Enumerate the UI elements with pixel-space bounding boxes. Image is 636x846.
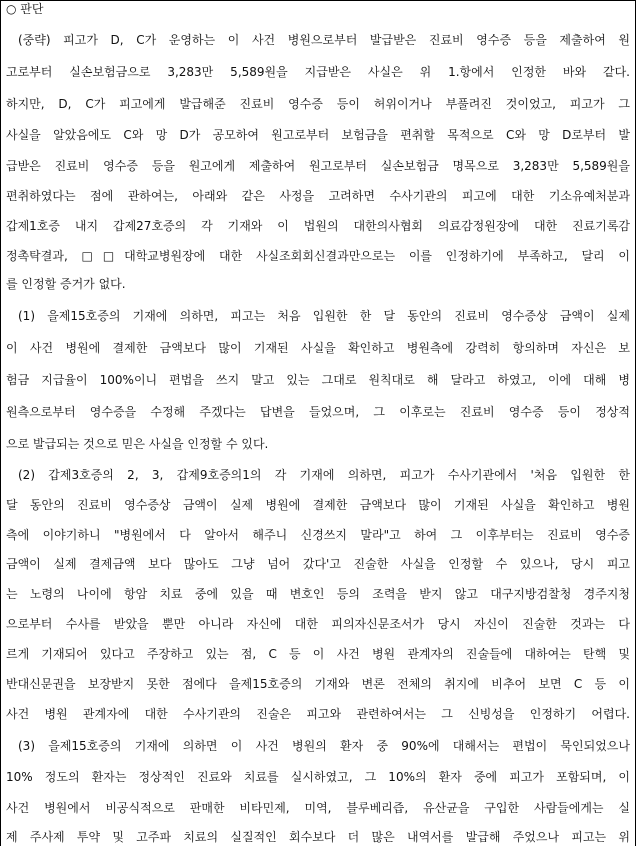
paragraph-line: 급받은 진료비 영수증 등을 원고에게 제출하여 원고로부터 실손보험금 명목으로 3,283만 5,589원을 xyxy=(6,159,630,173)
paragraph-line: 를 인정할 증거가 없다. xyxy=(6,277,126,291)
paragraph-line: 정촉탁결과, □□대학교병원장에 대한 사실조회회신결과만으로는 이를 인정하기에 부족하고, 달리 이 xyxy=(6,249,630,263)
paragraph-line: (2) 갑제3호증의 2, 3, 갑제9호증의1의 각 기재에 의하면, 피고가 수사기관에서 '처음 입원한 한 xyxy=(18,468,630,482)
paragraph-line: 측에 이야기하니 "병원에서 다 알아서 해주니 신경쓰지 말라"고 하여 그 이후부터는 진료비 영수증 xyxy=(6,528,630,542)
paragraph-line: 제 주사제 투약 및 고주파 치료의 실질적인 회수보다 더 많은 내역서를 발급해 주었으나 피고는 위 xyxy=(6,830,630,844)
paragraph-line: 달 동안의 진료비 영수증상 금액이 실제 병원에 결제한 금액보다 많이 기재된 사실을 확인하고 병원 xyxy=(6,498,630,512)
paragraph-line: 하지만, D, C가 피고에게 발급해준 진료비 영수증 등이 허위이거나 부풀려진 것이었고, 피고가 그 xyxy=(6,97,630,111)
paragraph-line: 르게 기재되어 있다고 주장하고 있는 점, C 등 이 사건 병원 관계자의 진술들에 대하여는 탄핵 및 xyxy=(6,647,630,661)
paragraph-line: 편취하였다는 점에 관하여는, 아래와 같은 사정을 고려하면 수사기관의 피고에 대한 기소유예처분과 xyxy=(6,189,630,203)
paragraph-line: 금액이 실제 결제금액 보다 많아도 그냥 넘어 갔다'고 진술한 사실을 인정할 수 있으나, 당시 피고 xyxy=(6,557,630,571)
paragraph-line: (1) 을제15호증의 기재에 의하면, 피고는 처음 입원한 한 달 동안의 진료비 영수증상 금액이 실제 xyxy=(18,309,630,323)
paragraph-line: 으로 발급되는 것으로 믿은 사실을 인정할 수 있다. xyxy=(6,437,269,451)
paragraph-line: 험금 지급율이 100%이니 편법을 쓰지 말고 있는 그대로 원칙대로 해 달라고 하였고, 이에 대해 병 xyxy=(6,373,630,387)
paragraph-line: 10% 정도의 환자는 정상적인 진료와 치료를 실시하였고, 그 10%의 환자 중에 피고가 포함되며, 이 xyxy=(6,770,630,784)
paragraph-line: 으로부터 수사를 받았을 뿐만 아니라 자신에 대한 피의자신문조서가 당시 자신이 진술한 것과는 다 xyxy=(6,617,630,631)
paragraph-line: (3) 을제15호증의 기재에 의하면 이 사건 병원의 환자 중 90%에 대해서는 편법이 묵인되었으나 xyxy=(18,739,630,753)
paragraph-line: 고로부터 실손보험금으로 3,283만 5,589원을 지급받은 사실은 위 1.항에서 인정한 바와 같다. xyxy=(6,65,630,79)
paragraph-line: 반대신문권을 보장받지 못한 점에다 을제15호증의 기재와 변론 전체의 취지에 비추어 보면 C 등 이 xyxy=(6,677,630,691)
paragraph-line: (중략) 피고가 D, C가 운영하는 이 사건 병원으로부터 발급받은 진료비 영수증 등을 제출하여 원 xyxy=(18,33,630,47)
paragraph-line: 는 노령의 나이에 항암 치료 중에 있을 때 변호인 등의 조력을 받지 않고 대구지방검찰청 경주지청 xyxy=(6,587,630,601)
section-heading: ○ 판단 xyxy=(6,2,44,16)
paragraph-line: 사건 병원에서 비공식적으로 판매한 비타민제, 미역, 블루베리즙, 유산균을 구입한 사람들에게는 실 xyxy=(6,801,630,815)
paragraph-line: 이 사건 병원에 결제한 금액보다 많이 기재된 사실을 확인하고 병원측에 강력히 항의하며 자신은 보 xyxy=(6,341,630,355)
paragraph-line: 갑제1호증 내지 갑제27호증의 각 기재와 이 법원의 대한의사협회 의료감정원장에 대한 진료기록감 xyxy=(6,219,630,233)
paragraph-line: 사실을 알았음에도 C와 망 D가 공모하여 원고로부터 보험금을 편취할 목적으로 C와 망 D로부터 발 xyxy=(6,128,630,142)
paragraph-line: 원측으로부터 영수증을 수정해 주겠다는 답변을 들었으며, 그 이후로는 진료비 영수증 등이 정상적 xyxy=(6,405,630,419)
paragraph-line: 사건 병원 관계자에 대한 수사기관의 진술은 피고와 관련하여서는 그 신빙성을 인정하기 어렵다. xyxy=(6,707,630,721)
